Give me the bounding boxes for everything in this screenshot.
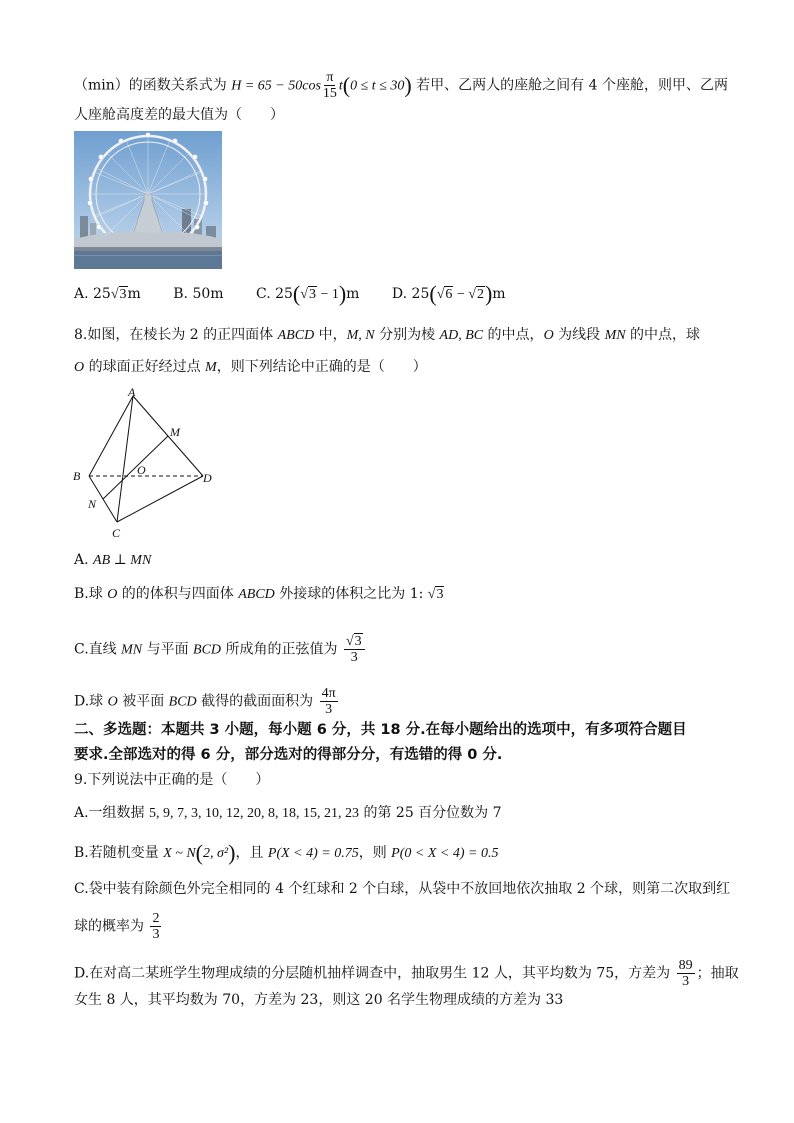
opt-text: B.若随机变量 [74,845,164,861]
math-prob1: P(X < 4) = 0.75 [267,846,359,861]
frac-num: 4π [321,686,336,701]
math-bcd: BCD [168,694,197,710]
opt-text: − [453,287,469,302]
math-o: O [543,328,554,343]
q7-stem-line1 [74,70,728,101]
q8-option-b[interactable] [74,584,444,605]
q7-text: （min）的函数关系式为 [74,77,232,94]
label-b: B [73,469,81,483]
frac-num: π [326,70,334,85]
opt-unit: m [346,286,360,302]
opt-text: 所成角的正弦值为 [221,641,342,658]
sqrt-radicand: 3 [436,587,444,602]
math-adbc: AD, BC [439,328,484,343]
math-o: O [107,694,118,710]
sqrt-radicand: 3 [354,634,362,649]
q9-option-a[interactable] [74,803,502,824]
opt-text: C. 25 [255,286,293,302]
sqrt-radicand: 3 [308,287,316,302]
tetrahedron-diagram [70,386,220,542]
math-params: 2, σ² [203,846,229,861]
opt-text: 与平面 [142,641,194,658]
opt-text: 被平面 [117,693,169,710]
math-m: M [205,360,217,375]
label-c: C [112,526,121,540]
opt-text: 球的概率为 [74,918,149,935]
q8-text: 分别为棱 [374,327,440,343]
fraction [344,634,365,665]
formula-h: H = 65 − 50cos [231,78,321,94]
frac-den: 3 [350,650,358,665]
sqrt-sign: √ [436,287,445,302]
q8-option-d[interactable] [74,686,340,717]
label-o: O [137,463,146,477]
opt-text: A. [74,552,94,568]
frac-den: 3 [325,702,333,717]
sqrt-radicand: 2 [476,287,484,302]
q7-option-d[interactable] [391,281,506,306]
q8-stem-line2 [74,357,427,378]
sqrt-sign: √ [110,287,119,302]
sqrt-sign: √ [345,634,354,649]
paren-open: ( [292,281,301,306]
sqrt-radicand: 6 [445,287,453,302]
opt-text: 外接球的体积之比为 1: [274,586,428,602]
opt-text: ，则 [358,845,392,861]
opt-text: D.球 [74,693,108,710]
q7-text: 人座舱高度差的最大值为（ ） [74,107,284,123]
paren-close: ) [484,281,493,306]
math-mn: M, N [346,328,375,343]
ferris-wheel-photo [74,131,222,269]
math-o: O [107,587,118,602]
q9-stem: 9.下列说法中正确的是（ ） [74,772,270,788]
paren-close: ) [404,72,412,98]
frac-num [344,634,365,650]
opt-text: − 1 [316,287,339,302]
sqrt-radicand: 3 [119,287,127,302]
sqrt-sign: √ [300,287,308,302]
math-bcd: BCD [193,642,222,658]
opt-text: A.一组数据 [74,805,150,821]
q9-option-c-line2 [74,911,163,942]
math-normal: X ~ N [163,846,196,861]
opt-text: D. 25 [391,286,430,302]
q8-stem-line1 [74,325,700,346]
q8-text: 为线段 [553,327,605,343]
opt-unit: m [492,286,506,302]
opt-text: B.球 [74,586,108,602]
math-prob2: P(0 < X < 4) = 0.5 [391,846,499,861]
label-n: N [88,497,97,511]
paren-close: ) [338,281,347,306]
formula-t: t [338,78,343,94]
q9-option-d-line1[interactable] [74,958,739,989]
math-abcd: ABCD [277,328,315,343]
q9-option-c-line1[interactable]: C.袋中装有除颜色外完全相同的 4 个红球和 2 个白球，从袋中不放回地依次抽取 2 个球，则第二次取到红 [74,881,731,897]
section2-heading-line2: 要求.全部选对的得 6 分，部分选对的得部分分，有选错的得 0 分. [74,747,503,763]
math-o: O [74,360,85,375]
q7-text: 若甲、乙两人的座舱之间有 4 个座舱，则甲、乙两 [411,77,728,94]
q7-options [74,281,534,306]
data-list: 5, 9, 7, 3, 10, 12, 20, 8, 18, 15, 21, 23 [149,806,360,821]
q8-text: 8.如图，在棱长为 2 的正四面体 [74,327,278,343]
q9-option-d-line2: 女生 8 人，其平均数为 70，方差为 23，则这 20 名学生物理成绩的方差为 33 [74,992,564,1008]
q8-text: 的中点， [483,327,544,343]
paren-close: ) [228,840,236,865]
fraction [323,70,337,101]
math-mn: MN [604,328,626,343]
q8-text: 中， [314,327,347,343]
q7-option-b[interactable]: B. 50m [173,286,224,302]
paren-open: ( [429,281,437,306]
sqrt-sign: √ [427,587,436,602]
q7-option-a[interactable] [74,286,141,302]
label-m: M [170,425,180,439]
q8-option-a[interactable] [74,550,151,571]
opt-text: 的第 25 百分位数为 7 [359,805,502,821]
frac-den: 3 [682,974,690,989]
sqrt-sign: √ [468,287,476,302]
math-ab-perp-mn: AB ⊥ MN [93,553,152,568]
section2-heading-line1: 二、多选题：本题共 3 小题，每小题 6 分，共 18 分.在每小题给出的选项中，有多项符合题目 [74,722,687,738]
label-a: A [128,386,136,399]
math-mn: MN [121,642,143,658]
q8-text: 的中点，球 [625,327,701,343]
opt-text: A. 25 [74,286,111,302]
q8-text: ，则下列结论中正确的是（ ） [216,359,427,375]
label-d: D [203,471,212,485]
formula-domain: 0 ≤ t ≤ 30 [350,78,405,94]
q7-stem-line2 [74,105,284,125]
opt-text: 截得的截面面积为 [196,693,318,710]
paren-open: ( [342,72,351,98]
math-abcd: ABCD [238,587,275,602]
opt-text: D.在对高二某班学生物理成绩的分层随机抽样调查中，抽取男生 12 人，其平均数为 75，方差为 [74,965,675,982]
frac-num: 2 [152,911,160,926]
fraction [677,958,695,989]
opt-text: 的的体积与四面体 [117,586,239,602]
fraction [320,686,338,717]
q9-option-b[interactable] [74,840,499,865]
paren-open: ( [195,840,203,865]
frac-den: 3 [152,927,160,942]
q8-text: 的球面正好经过点 [84,359,206,375]
q8-option-c[interactable] [74,634,367,665]
fraction [150,911,161,942]
opt-text: ；抽取 [696,965,739,982]
frac-den: 15 [322,86,337,101]
opt-text: C.直线 [74,641,122,658]
opt-text: ，且 [235,845,268,861]
opt-unit: m [127,286,141,302]
q7-option-c[interactable] [255,281,360,306]
frac-num: 89 [678,958,693,973]
